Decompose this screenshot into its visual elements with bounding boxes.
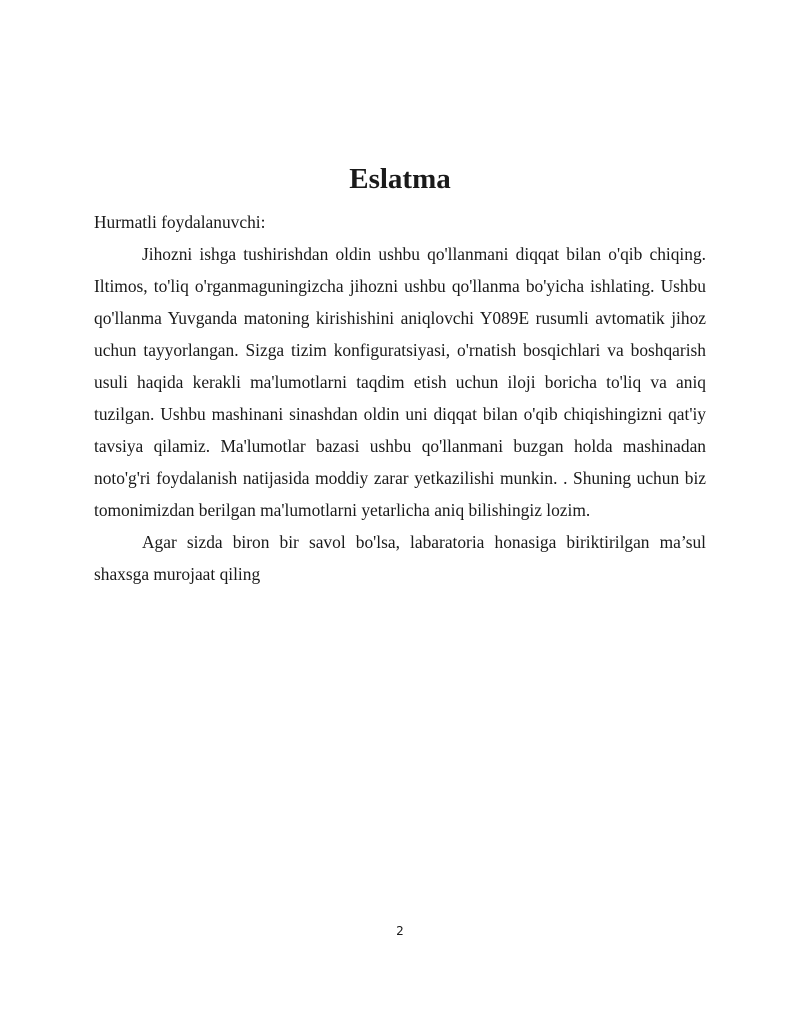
body-text (94, 206, 706, 590)
paragraph-instructions: Jihozni ishga tushirishdan oldin ushbu qo'llanmani diqqat bilan o'qib chiqing. Iltimos, to'liq o'rganmaguningizcha jihozni ushbu qo'llanma bo'yicha ishlating. Ushbu qo'llanma Yuvganda matoning kirishishini aniqlovchi Y089E rusumli avtomatik jihoz uchun tayyorlangan. Sizga tizim konfiguratsiyasi, o'rnatish bosqichlari va boshqarish usuli haqida kerakli ma'lumotlarni taqdim etish uchun iloji boricha to'liq va aniq tuzilgan. Ushbu mashinani sinashdan oldin uni diqqat bilan o'qib chiqishingizni qat'iy tavsiya qilamiz. Ma'lumotlar bazasi ushbu qo'llanmani buzgan holda mashinadan noto'g'ri foydalanish natijasida moddiy zarar yetkazilishi munkin. . Shuning uchun biz tomonimizdan berilgan ma'lumotlarni yetarlicha aniq bilishingiz lozim. (94, 244, 706, 520)
page-title: Eslatma (349, 163, 451, 195)
page-number: 2 (396, 924, 404, 938)
greeting: Hurmatli foydalanuvchi: (94, 212, 266, 232)
paragraph-contact: Agar sizda biron bir savol bo'lsa, labaratoria honasiga biriktirilgan ma’sul shaxsga murojaat qiling (94, 532, 706, 584)
